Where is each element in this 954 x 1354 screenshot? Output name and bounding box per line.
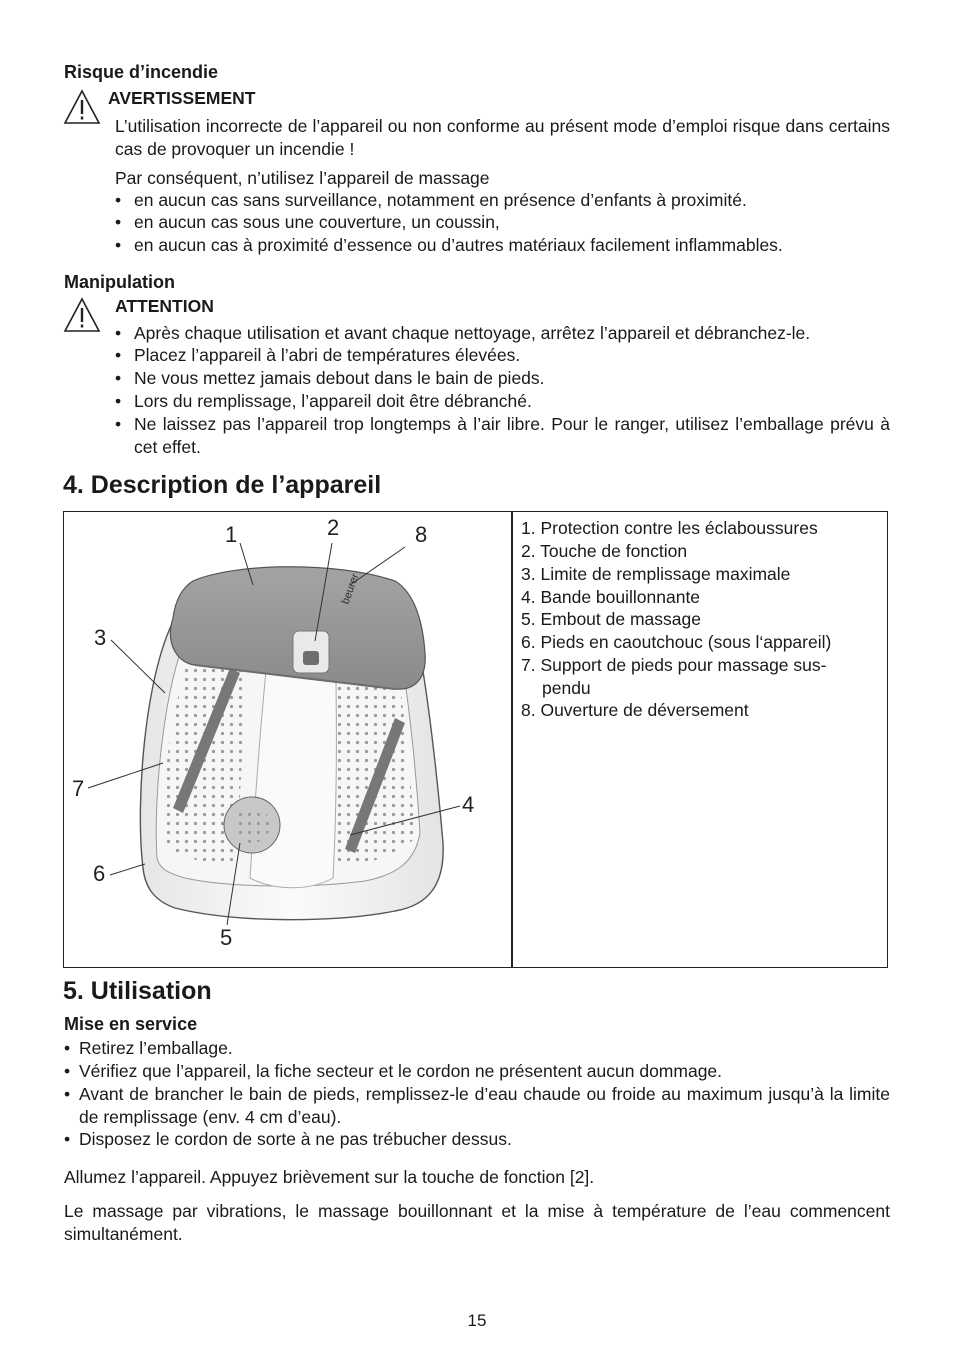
- list-item: [115, 234, 890, 257]
- subheading-setup: Mise en service: [64, 1014, 198, 1034]
- usage-paragraph: Le massage par vibrations, le massage bouillonnant et la mise à température de l’eau commencent simultanément.: [64, 1201, 890, 1244]
- callout-label: 8: [415, 522, 428, 547]
- callout-label: 1: [225, 522, 238, 547]
- list-item-text: en aucun cas sans surveillance, notamment en présence d’enfants à proximité.: [134, 190, 747, 210]
- list-item: [64, 1083, 890, 1128]
- list-item: [115, 211, 890, 234]
- list-item: [115, 413, 890, 458]
- section-heading-handling: Manipulation: [64, 272, 175, 292]
- callout-label: 6: [93, 861, 106, 886]
- warning-paragraph: L’utilisation incorrecte de l’appareil ou non conforme au présent mode d’emploi risque dans certains cas de provoquer un incendie !: [115, 116, 890, 159]
- warning-triangle-icon: [63, 297, 101, 333]
- list-item-text: Après chaque utilisation et avant chaque nettoyage, arrêtez l’appareil et débranchez-le.: [134, 323, 811, 343]
- list-item: [64, 1037, 890, 1060]
- list-item-text: Ne vous mettez jamais debout dans le bain de pieds.: [134, 368, 545, 388]
- list-item-text: Placez l’appareil à l’abri de températures élevées.: [134, 345, 521, 365]
- fire-intro: Par conséquent, n’utilisez l’appareil de massage: [115, 168, 490, 188]
- parts-list-item: 2. Touche de fonction: [521, 541, 688, 561]
- bullet: •: [64, 1129, 71, 1149]
- bullet: •: [115, 190, 122, 210]
- bullet: •: [115, 345, 122, 365]
- list-item: [64, 1060, 890, 1083]
- list-item-text: Ne laissez pas l’appareil trop longtemps à l’air libre. Pour le ranger, utilisez l’emballage prévu à cet effet.: [134, 414, 890, 457]
- bullet: •: [115, 414, 122, 434]
- page-number: 15: [467, 1311, 487, 1330]
- list-item-text: en aucun cas à proximité d’essence ou d’autres matériaux facilement inflammables.: [134, 235, 783, 255]
- list-item-text: Lors du remplissage, l’appareil doit être débranché.: [134, 391, 532, 411]
- list-item: [115, 322, 890, 345]
- parts-list-item: 4. Bande bouillonnante: [521, 587, 701, 607]
- list-item-text: Retirez l’emballage.: [79, 1038, 233, 1058]
- bullet: •: [64, 1061, 71, 1081]
- callout-label: 7: [72, 776, 85, 801]
- parts-list-item: 3. Limite de remplissage maximale: [521, 564, 791, 584]
- section-heading-fire: Risque d’incendie: [64, 62, 219, 82]
- bullet: •: [115, 391, 122, 411]
- list-item: [115, 189, 890, 212]
- list-item: [115, 390, 890, 413]
- parts-list-item: 1. Protection contre les éclaboussures: [521, 518, 818, 538]
- parts-list-item: 7. Support de pieds pour massage sus-: [521, 655, 827, 675]
- list-item-text: Disposez le cordon de sorte à ne pas trébucher dessus.: [79, 1129, 512, 1149]
- list-item-text: Vérifiez que l’appareil, la fiche secteur et le cordon ne présentent aucun dommage.: [79, 1061, 723, 1081]
- figure-divider: [511, 511, 513, 968]
- parts-list-item: 5. Embout de massage: [521, 609, 701, 629]
- callout-label: 2: [327, 515, 340, 540]
- bullet: •: [64, 1084, 71, 1104]
- foot-spa-illustration: [65, 513, 511, 966]
- callout-label: 4: [462, 792, 475, 817]
- list-item: [115, 367, 890, 390]
- bullet: •: [115, 235, 122, 255]
- bullet: •: [64, 1038, 71, 1058]
- parts-list-item: pendu: [542, 678, 591, 698]
- warning-label: AVERTISSEMENT: [108, 88, 256, 108]
- section-heading-description: 4. Description de l’appareil: [63, 471, 382, 499]
- brand-logo-text: beurer: [339, 572, 362, 607]
- list-item-text: en aucun cas sous une couverture, un coussin,: [134, 212, 500, 232]
- callout-label: 3: [94, 625, 107, 650]
- warning-triangle-icon: [63, 89, 101, 125]
- attention-label: ATTENTION: [115, 296, 214, 316]
- usage-paragraph: Allumez l’appareil. Appuyez brièvement sur la touche de fonction [2].: [64, 1167, 595, 1187]
- parts-list-item: 6. Pieds en caoutchouc (sous l‘appareil): [521, 632, 832, 652]
- parts-list-item: 8. Ouverture de déversement: [521, 700, 749, 720]
- callout-label: 5: [220, 925, 233, 950]
- section-heading-usage: 5. Utilisation: [63, 977, 212, 1005]
- bullet: •: [115, 323, 122, 343]
- bullet: •: [115, 368, 122, 388]
- list-item-text: Avant de brancher le bain de pieds, remplissez-le d’eau chaude ou froide au maximum jusqu’à la limite de remplissage (env. 4 cm d’eau).: [79, 1084, 890, 1127]
- list-item: [64, 1128, 890, 1151]
- bullet: •: [115, 212, 122, 232]
- list-item: [115, 344, 890, 367]
